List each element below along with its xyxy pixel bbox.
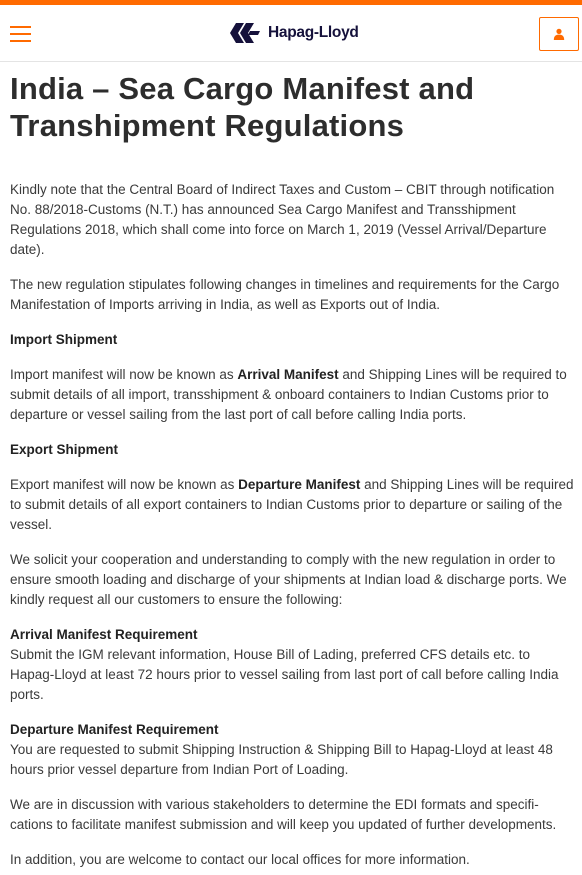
user-icon xyxy=(553,28,565,40)
account-button[interactable] xyxy=(539,17,579,51)
article-body xyxy=(10,180,578,875)
arrival-requirement-heading: Arrival Manifest Requirement xyxy=(10,627,198,642)
arrival-manifest-term: Arrival Manifest xyxy=(237,367,339,382)
page-title: India – Sea Cargo Manifest and Transhipment Regulations xyxy=(10,71,475,143)
hamburger-menu-icon[interactable] xyxy=(10,24,32,44)
stipulation-paragraph: The new regulation stipulates following changes in timelines and requirements for the Cargo Manifestation of Imports arriving in India, as well as Exports out of India. xyxy=(10,277,560,312)
arrival-requirement-section xyxy=(10,625,578,705)
contact-paragraph: In addition, you are welcome to contact our local offices for more information. xyxy=(10,852,470,867)
import-shipment-heading: Import Shipment xyxy=(10,332,118,347)
hapag-lloyd-emblem-icon xyxy=(230,23,260,43)
article-header xyxy=(10,70,576,144)
departure-requirement-heading: Departure Manifest Requirement xyxy=(10,722,219,737)
import-shipment-paragraph: Import manifest will now be known as Arrival Manifest and Shipping Lines will be required to submit details of all import, transshipment & onboard containers to Indian Customs prior to departure or vessel sailing from the last port of call before calling India ports. xyxy=(10,367,567,422)
hapag-lloyd-logo[interactable] xyxy=(230,19,359,47)
arrival-requirement-text: Submit the IGM relevant information, House Bill of Lading, preferred CFS details etc. to Hapag-Lloyd at least 72 hours prior to vessel sailing from last port of call before calling India ports. xyxy=(10,647,559,702)
departure-requirement-text: You are requested to submit Shipping Instruction & Shipping Bill to Hapag-Lloyd at least 48 hours prior vessel departure from Indian Port of Loading. xyxy=(10,742,553,777)
intro-paragraph: Kindly note that the Central Board of Indirect Taxes and Custom – CBIT through notification No. 88/2018-Customs (N.T.) has announced Sea Cargo Manifest and Transshipment Regulations 2018, which shall come into force on March 1, 2019 (Vessel Arrival/Departure date). xyxy=(10,182,555,257)
export-shipment-heading: Export Shipment xyxy=(10,442,119,457)
export-shipment-paragraph: Export manifest will now be known as Departure Manifest and Shipping Lines will be required to submit details of all export containers to Indian Customs prior to departure or sailing of the vessel. xyxy=(10,477,574,532)
logo-wordmark: Hapag-Lloyd xyxy=(268,24,359,41)
cooperation-paragraph: We solicit your cooperation and understanding to comply with the new regulation in order to ensure smooth loading and discharge of your shipments at Indian load & discharge ports. We kindly request all our customers to ensure the following: xyxy=(10,552,567,607)
discussion-paragraph: We are in discussion with various stakeholders to determine the EDI formats and specifi- cations to facilitate manifest submission and will keep you updated of further developments. xyxy=(10,797,557,832)
site-header xyxy=(0,5,582,62)
departure-manifest-term: Departure Manifest xyxy=(238,477,361,492)
departure-requirement-section xyxy=(10,720,578,780)
